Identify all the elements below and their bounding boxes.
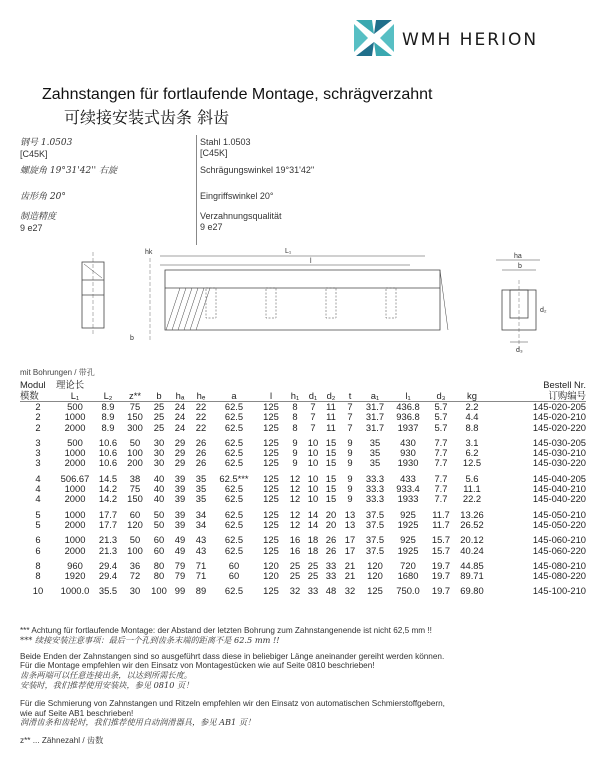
header-order-no: Bestell Nr. xyxy=(543,379,586,390)
table-row: 10 1000.0 35.5 30 100 99 89 62.5 125 32 33 48 32 125 750.0 19.7 69.80 145-100-210 xyxy=(32,585,586,597)
spec-quality-cn: 制造精度 9 e27 xyxy=(20,212,57,233)
note-warning-cn: *** 续接安装注意事项：最后一个孔到齿条末端的距离不是 62.5 mm !! xyxy=(20,634,280,645)
table-row: 5 2000 17.7 120 50 39 34 62.5 125 12 14 20 13 37.5 1925 11.7 26.52 145-050-220 xyxy=(35,518,586,530)
table-row: 5 1000 17.7 60 50 39 34 62.5 125 12 14 20 13 37.5 925 11.7 13.26 145-050-210 xyxy=(35,508,586,520)
table-row: 3 2000 10.6 200 30 29 26 62.5 125 9 10 15 9 35 1930 7.7 12.5 145-030-220 xyxy=(35,457,586,469)
spec-material-de: Stahl 1.0503 [C45K] xyxy=(200,137,251,158)
table-row: 4 2000 14.2 150 40 39 35 62.5 125 12 10 15 9 33.3 1933 7.7 22.2 145-040-220 xyxy=(35,493,586,505)
spec-material-cn: 钢号 1.0503 [C45K] xyxy=(20,138,73,159)
brand-name: WMH HERION xyxy=(402,30,539,50)
label-b: b xyxy=(130,335,134,342)
table-header-row-1 xyxy=(20,379,586,390)
table-row: 2 500 8.9 75 25 24 22 62.5 125 8 7 11 7 31.7 436.8 5.7 2.2 145-020-205 xyxy=(35,401,586,412)
table-row: 2 2000 8.9 300 25 24 22 62.5 125 8 7 11 7 31.7 1937 5.7 8.8 145-020-220 xyxy=(35,421,586,433)
note-ends-de: Beide Enden der Zahnstangen sind so ausgeführt dass diese in beliebiger Länge aneinander gereiht werden können. xyxy=(20,651,445,661)
note-mount-cn: 安装时，我们推荐使用安装块，参见 0810 页！ xyxy=(20,679,194,690)
table-row: 4 1000 14.2 75 40 39 35 62.5 125 12 10 15 9 33.3 933.4 7.7 11.1 145-040-210 xyxy=(35,483,586,495)
herion-logo-icon xyxy=(352,18,396,58)
table-row: 6 1000 21.3 50 60 49 43 62.5 125 16 18 26 17 37.5 925 15.7 20.12 145-060-210 xyxy=(35,534,586,546)
spec-pressure-de: Eingriffswinkel 20° xyxy=(200,191,274,201)
rack-main-view xyxy=(150,256,448,340)
table-header-row-2: 模数 L₁ L₂ z** b hₐ hₑ a l h₁ d₁ d₂ t a₁ l₁ d₃ kg 订购编号 xyxy=(20,390,586,401)
header-theory-length: 理论长 xyxy=(56,379,85,390)
header-modul: Modul xyxy=(20,379,46,390)
section-right-view xyxy=(496,260,540,350)
table-row: 3 1000 10.6 100 30 29 26 62.5 125 9 10 15 9 35 930 7.7 6.2 145-030-210 xyxy=(35,447,586,459)
specs-right xyxy=(200,137,400,233)
table-row: 2 1000 8.9 150 25 24 22 62.5 125 8 7 11 7 31.7 936.8 5.7 4.4 145-020-210 xyxy=(35,411,586,423)
note-warning-de: *** Achtung für fortlaufende Montage: der Abstand der letzten Bohrung zum Zahnstangenende ist nicht 62,5 mm !! xyxy=(20,626,432,635)
label-hk: hk xyxy=(145,249,153,256)
technical-drawing xyxy=(70,240,560,355)
table-row: 8 960 29.4 36 80 79 71 60 120 25 25 33 21 120 720 19.7 44.85 145-080-210 xyxy=(35,559,586,571)
table-row: 3 500 10.6 50 30 29 26 62.5 125 9 10 15 9 35 430 7.7 3.1 145-030-205 xyxy=(35,436,586,448)
notes-block xyxy=(20,626,590,746)
specs-left xyxy=(20,137,190,234)
note-lube-page-de: wie auf Seite AB1 beschrieben! xyxy=(20,708,134,718)
note-mount-de: Für die Montage empfehlen wir den Einsatz von Montagestücken wie auf Seite 0810 beschrieben! xyxy=(20,661,375,671)
section-left-view xyxy=(82,252,104,335)
label-ha: ha xyxy=(514,253,522,260)
table-caption: mit Bohrungen / 带孔 xyxy=(20,368,95,377)
spec-pressure-cn: 齿形角 20° xyxy=(20,192,66,202)
title-german: Zahnstangen für fortlaufende Montage, schrägverzahnt xyxy=(42,86,433,103)
table-row: 6 2000 21.3 100 60 49 43 62.5 125 16 18 26 17 37.5 1925 15.7 40.24 145-060-220 xyxy=(35,544,586,556)
spec-helix-de: Schrägungswinkel 19°31'42'' xyxy=(200,165,315,175)
table-row: 8 1920 29.4 72 80 79 71 60 120 25 25 33 21 120 1680 19.7 89.71 145-080-220 xyxy=(35,570,586,582)
note-teeth: z** ... Zähnezahl / 齿数 xyxy=(20,736,104,746)
note-lube-cn: 润滑齿条和齿轮时，我们推荐使用自动润滑器具，参见 AB1 页！ xyxy=(20,717,256,728)
spec-quality-de: Verzahnungsqualität 9 e27 xyxy=(200,211,282,232)
table-row: 4 506.67 14.5 38 40 39 35 62.5*** 125 12 10 15 9 33.3 433 7.7 5.6 145-040-205 xyxy=(35,472,586,484)
rack-spec-table xyxy=(20,379,586,597)
label-L1: L₁ xyxy=(285,248,292,255)
label-d3: d₃ xyxy=(516,347,523,354)
title-chinese: 可续接安装式齿条 斜齿 xyxy=(64,108,230,127)
label-d2: d₂ xyxy=(540,307,547,314)
note-lube-de: Für die Schmierung von Zahnstangen und Ritzeln empfehlen wir den Einsatz von automatischen Schmierstoffgebern, xyxy=(20,698,445,708)
label-b-right: b xyxy=(518,263,522,270)
spec-divider xyxy=(196,135,197,245)
label-l: l xyxy=(310,258,312,265)
note-ends-cn: 齿条两端可以任意连接出条，以达到所需长度。 xyxy=(20,670,192,681)
spec-helix-cn: 螺旋角 19°31'42'' 右旋 xyxy=(20,166,118,176)
